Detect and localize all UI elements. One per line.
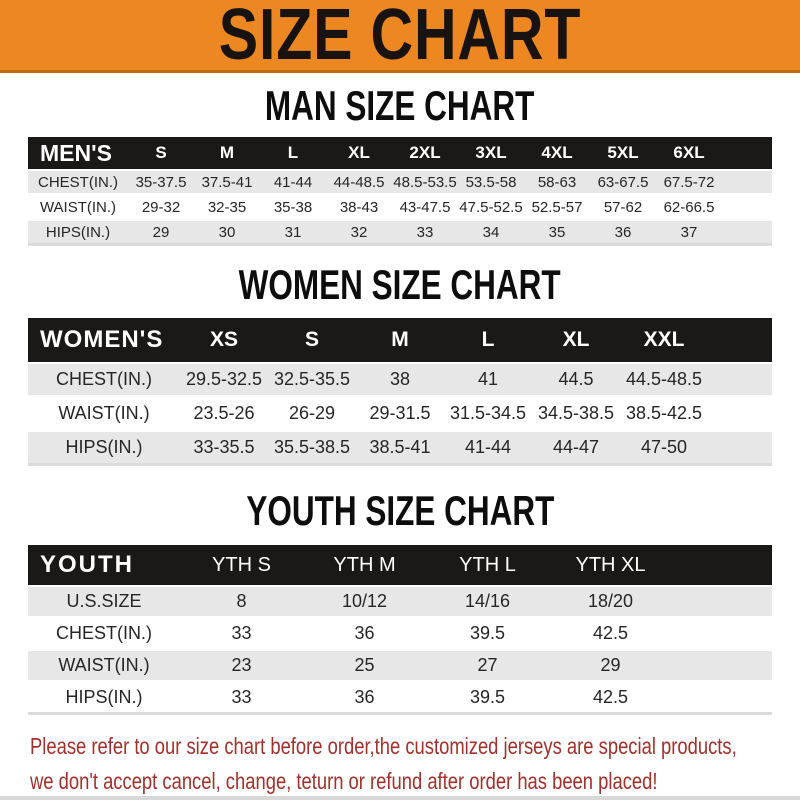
size-value: 58-63 xyxy=(524,169,590,196)
size-value: 43-47.5 xyxy=(392,196,458,221)
spacer-cell xyxy=(722,137,772,169)
size-value: 8 xyxy=(180,585,303,619)
size-column-header: YTH XL xyxy=(549,545,672,585)
size-value: 14/16 xyxy=(426,585,549,619)
size-value: 34 xyxy=(458,221,524,246)
size-column-header: L xyxy=(260,137,326,169)
youth-size-table xyxy=(28,545,772,715)
table-row xyxy=(28,196,772,221)
banner xyxy=(0,0,800,73)
spacer-cell xyxy=(708,318,772,362)
table-row xyxy=(28,432,772,466)
size-value: 33-35.5 xyxy=(180,432,268,466)
size-value: 32-35 xyxy=(194,196,260,221)
women-header-bar xyxy=(28,318,772,362)
size-column-header: XL xyxy=(326,137,392,169)
measurement-label: CHEST(IN.) xyxy=(28,362,180,398)
size-value: 29.5-32.5 xyxy=(180,362,268,398)
measurement-label: CHEST(IN.) xyxy=(28,619,180,651)
size-value: 36 xyxy=(303,683,426,715)
measurement-label: HIPS(IN.) xyxy=(28,683,180,715)
spacer-cell xyxy=(722,221,772,246)
footer-line-2: we don't accept cancel, change, teturn or refund after order has been placed! xyxy=(30,768,658,794)
size-value: 35-37.5 xyxy=(128,169,194,196)
section-title-youth xyxy=(0,487,800,534)
section-title-women xyxy=(0,261,800,308)
size-value: 32 xyxy=(326,221,392,246)
size-value: 67.5-72 xyxy=(656,169,722,196)
size-value: 41-44 xyxy=(444,432,532,466)
size-column-header: YTH S xyxy=(180,545,303,585)
women-group-label: WOMEN'S xyxy=(28,318,180,362)
table-row xyxy=(28,169,772,196)
section-youth xyxy=(0,487,800,715)
men-group-label: MEN'S xyxy=(28,137,128,169)
size-value: 39.5 xyxy=(426,683,549,715)
size-value: 52.5-57 xyxy=(524,196,590,221)
measurement-label: HIPS(IN.) xyxy=(28,221,128,246)
measurement-label: CHEST(IN.) xyxy=(28,169,128,196)
size-value: 26-29 xyxy=(268,398,356,432)
size-value: 36 xyxy=(303,619,426,651)
section-women xyxy=(0,261,800,466)
table-row xyxy=(28,585,772,619)
table-row xyxy=(28,362,772,398)
size-value: 23.5-26 xyxy=(180,398,268,432)
size-value: 62-66.5 xyxy=(656,196,722,221)
section-men xyxy=(0,82,800,246)
spacer-cell xyxy=(672,619,772,651)
size-value: 36 xyxy=(590,221,656,246)
size-value: 29-31.5 xyxy=(356,398,444,432)
size-value: 35 xyxy=(524,221,590,246)
size-value: 37.5-41 xyxy=(194,169,260,196)
size-value: 44-47 xyxy=(532,432,620,466)
size-value: 33 xyxy=(180,619,303,651)
table-row xyxy=(28,221,772,246)
size-column-header: S xyxy=(128,137,194,169)
size-value: 29-32 xyxy=(128,196,194,221)
size-value: 63-67.5 xyxy=(590,169,656,196)
size-column-header: L xyxy=(444,318,532,362)
section-title-men xyxy=(0,82,800,129)
spacer-cell xyxy=(672,651,772,683)
size-value: 10/12 xyxy=(303,585,426,619)
size-value: 39.5 xyxy=(426,619,549,651)
size-value: 42.5 xyxy=(549,683,672,715)
size-value: 35-38 xyxy=(260,196,326,221)
spacer-cell xyxy=(672,585,772,619)
size-value: 47-50 xyxy=(620,432,708,466)
measurement-label: WAIST(IN.) xyxy=(28,651,180,683)
bottom-edge-strip xyxy=(0,796,800,800)
size-value: 44.5-48.5 xyxy=(620,362,708,398)
measurement-label: WAIST(IN.) xyxy=(28,196,128,221)
size-value: 42.5 xyxy=(549,619,672,651)
size-value: 18/20 xyxy=(549,585,672,619)
size-value: 35.5-38.5 xyxy=(268,432,356,466)
banner-title: SIZE CHART xyxy=(218,0,582,75)
size-value: 30 xyxy=(194,221,260,246)
size-value: 37 xyxy=(656,221,722,246)
size-column-header: M xyxy=(356,318,444,362)
size-value: 27 xyxy=(426,651,549,683)
size-value: 34.5-38.5 xyxy=(532,398,620,432)
size-column-header: M xyxy=(194,137,260,169)
size-value: 48.5-53.5 xyxy=(392,169,458,196)
size-value: 29 xyxy=(549,651,672,683)
section-title-text: WOMEN SIZE CHART xyxy=(239,261,561,308)
size-column-header: YTH M xyxy=(303,545,426,585)
youth-header-bar xyxy=(28,545,772,585)
size-value: 38-43 xyxy=(326,196,392,221)
footer-note xyxy=(30,729,800,799)
table-row xyxy=(28,619,772,651)
size-column-header: 6XL xyxy=(656,137,722,169)
men-header-bar xyxy=(28,137,772,169)
table-row xyxy=(28,398,772,432)
size-value: 31.5-34.5 xyxy=(444,398,532,432)
size-column-header: 4XL xyxy=(524,137,590,169)
size-value: 38 xyxy=(356,362,444,398)
spacer-cell xyxy=(672,683,772,715)
size-value: 41-44 xyxy=(260,169,326,196)
table-row xyxy=(28,683,772,715)
size-value: 23 xyxy=(180,651,303,683)
size-value: 38.5-41 xyxy=(356,432,444,466)
footer-line-1: Please refer to our size chart before order,the customized jerseys are special products, xyxy=(30,733,737,759)
size-value: 33 xyxy=(392,221,458,246)
spacer-cell xyxy=(722,196,772,221)
spacer-cell xyxy=(722,169,772,196)
size-column-header: XXL xyxy=(620,318,708,362)
measurement-label: HIPS(IN.) xyxy=(28,432,180,466)
measurement-label: WAIST(IN.) xyxy=(28,398,180,432)
spacer-cell xyxy=(672,545,772,585)
size-value: 44-48.5 xyxy=(326,169,392,196)
size-value: 33 xyxy=(180,683,303,715)
size-column-header: XS xyxy=(180,318,268,362)
size-value: 57-62 xyxy=(590,196,656,221)
spacer-cell xyxy=(708,362,772,398)
size-value: 31 xyxy=(260,221,326,246)
youth-group-label: YOUTH xyxy=(28,545,180,585)
section-title-text: MAN SIZE CHART xyxy=(265,82,535,129)
size-column-header: YTH L xyxy=(426,545,549,585)
size-column-header: S xyxy=(268,318,356,362)
size-column-header: XL xyxy=(532,318,620,362)
measurement-label: U.S.SIZE xyxy=(28,585,180,619)
size-value: 53.5-58 xyxy=(458,169,524,196)
size-column-header: 3XL xyxy=(458,137,524,169)
women-size-table xyxy=(28,318,772,466)
size-column-header: 5XL xyxy=(590,137,656,169)
size-value: 47.5-52.5 xyxy=(458,196,524,221)
size-value: 44.5 xyxy=(532,362,620,398)
size-value: 29 xyxy=(128,221,194,246)
section-title-text: YOUTH SIZE CHART xyxy=(245,487,554,534)
spacer-cell xyxy=(708,432,772,466)
spacer-cell xyxy=(708,398,772,432)
men-size-table xyxy=(28,137,772,246)
size-value: 38.5-42.5 xyxy=(620,398,708,432)
size-value: 32.5-35.5 xyxy=(268,362,356,398)
size-value: 25 xyxy=(303,651,426,683)
table-row xyxy=(28,651,772,683)
size-column-header: 2XL xyxy=(392,137,458,169)
size-value: 41 xyxy=(444,362,532,398)
